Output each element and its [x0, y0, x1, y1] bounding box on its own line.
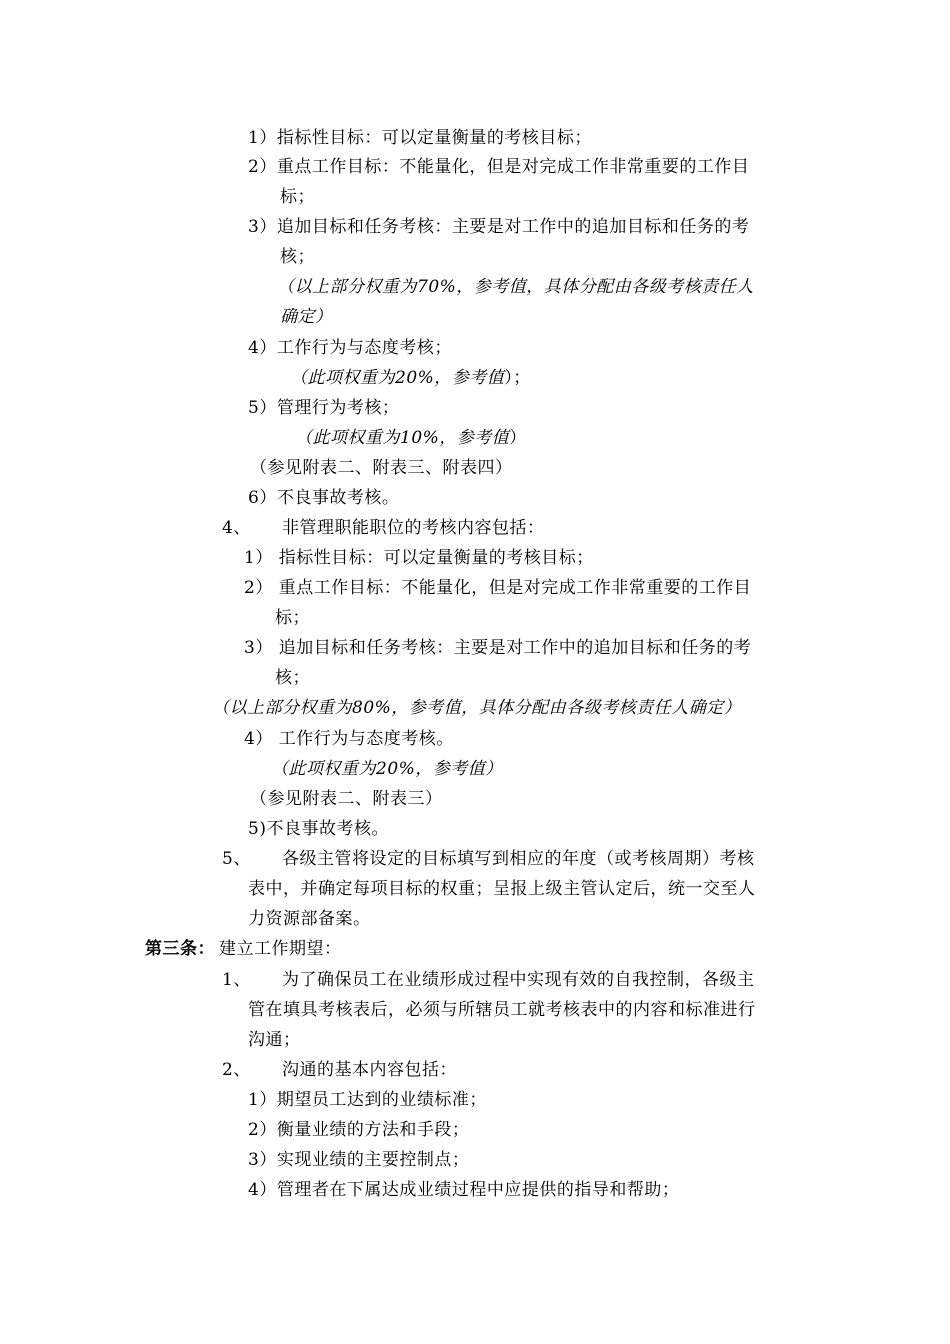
- item-number: 4、: [222, 518, 251, 538]
- text-line: 5）管理行为考核；: [248, 398, 400, 418]
- weight-note: （以上部分权重为70%，参考值，具体分配由各级考核责任人: [277, 277, 754, 297]
- text-line: 4） 工作行为与态度考核。: [244, 729, 454, 749]
- text-line: 4）管理者在下属达成业绩过程中应提供的指导和帮助；: [248, 1180, 680, 1200]
- weight-note: [295, 427, 527, 449]
- weight-note-text: （此项权重为10%，参考值: [295, 428, 510, 448]
- text-line: 3） 追加目标和任务考核：主要是对工作中的追加目标和任务的考: [244, 638, 752, 658]
- text-line: 5)不良事故考核。: [248, 819, 389, 839]
- text-line: 6）不良事故考核。: [248, 488, 400, 508]
- text-line: 3）实现业绩的主要控制点；: [248, 1150, 470, 1170]
- item-number: 1、: [222, 970, 251, 990]
- weight-note: （此项权重为20%，参考值）: [271, 759, 503, 779]
- text-line: 标；: [280, 187, 315, 207]
- text-line: 核；: [280, 247, 315, 267]
- text-line: 沟通的基本内容包括：: [282, 1060, 457, 1080]
- item-number: 5、: [222, 849, 251, 869]
- article-heading: 第三条：: [145, 939, 215, 959]
- text-line: 标；: [275, 608, 310, 628]
- weight-note: （以上部分权重为80%，参考值，具体分配由各级考核责任人确定）: [212, 698, 742, 718]
- text-line: 2）重点工作目标：不能量化，但是对完成工作非常重要的工作目: [248, 157, 750, 177]
- weight-note: 确定）: [280, 307, 333, 327]
- text-line: （参见附表二、附表三、附表四）: [250, 458, 513, 478]
- text-line: 力资源部备案。: [248, 909, 371, 929]
- text-line: 为了确保员工在业绩形成过程中实现有效的自我控制，各级主: [282, 970, 755, 990]
- text-line: 3）追加目标和任务考核：主要是对工作中的追加目标和任务的考: [248, 217, 750, 237]
- weight-note-close: ）；: [504, 368, 531, 388]
- text-line: 2） 重点工作目标：不能量化，但是对完成工作非常重要的工作目: [244, 578, 752, 598]
- text-line: （参见附表二、附表三）: [250, 789, 443, 809]
- text-line: 沟通；: [248, 1030, 301, 1050]
- item-number: 2、: [222, 1060, 251, 1080]
- weight-note-text: （此项权重为20%，参考值: [290, 368, 505, 388]
- text-line: 各级主管将设定的目标填写到相应的年度（或考核周期）考核: [282, 849, 755, 869]
- text-line: 管在填具考核表后，必须与所辖员工就考核表中的内容和标准进行: [248, 1000, 756, 1020]
- weight-note: [290, 367, 531, 389]
- text-line: 1）期望员工达到的业绩标准；: [248, 1090, 487, 1110]
- text-line: 4）工作行为与态度考核；: [248, 338, 452, 358]
- text-line: 2）衡量业绩的方法和手段；: [248, 1120, 470, 1140]
- weight-note-close: ）: [509, 428, 527, 448]
- text-line: 1）指标性目标：可以定量衡量的考核目标；: [248, 128, 592, 148]
- text-line: 1） 指标性目标：可以定量衡量的考核目标；: [244, 548, 594, 568]
- text-line: 非管理职能职位的考核内容包括：: [282, 518, 545, 538]
- text-line: 核；: [275, 668, 310, 688]
- text-line: 建立工作期望：: [219, 939, 342, 959]
- text-line: 表中，并确定每项目标的权重；呈报上级主管认定后，统一交至人: [248, 879, 756, 899]
